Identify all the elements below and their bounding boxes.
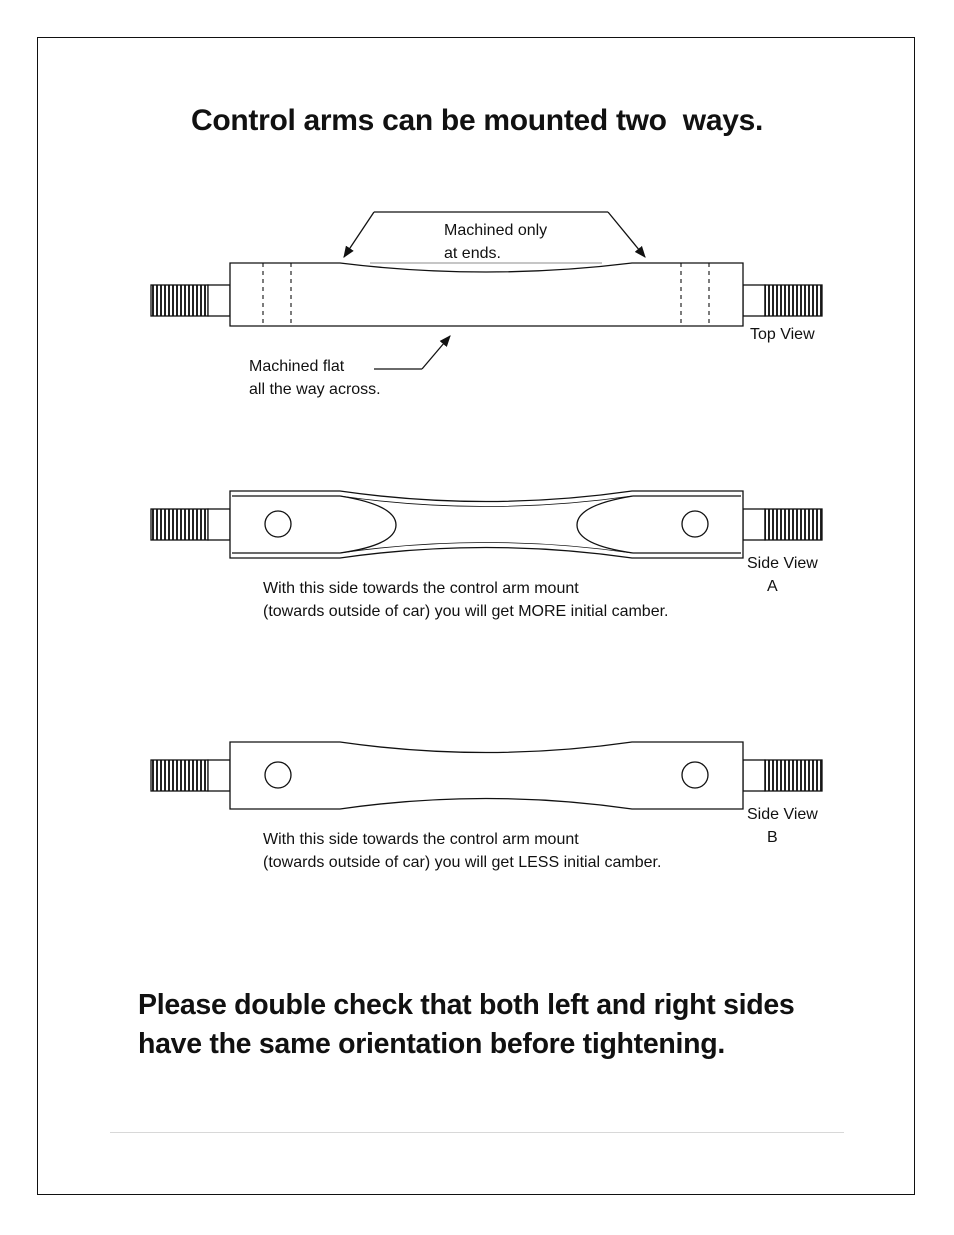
arm-body-side-b [230,742,743,809]
right-threaded-stud [743,760,822,791]
left-threaded-stud [151,285,230,316]
side-view-b-letter: B [767,829,778,846]
arm-body-side-a [230,491,743,558]
top-view-label: Top View [750,326,815,343]
page-title: Control arms can be mounted two ways. [190,104,764,137]
side-view-a-caption: With this side towards the control arm mount (towards outside of car) you will get MORE initial camber. [263,580,669,620]
side-view-a-letter: A [767,578,778,595]
callout-machined-ends: Machined only at ends. [444,222,548,262]
callout-machined-flat: Machined flat all the way across. [249,358,381,398]
footer-divider [110,1132,844,1133]
right-threaded-stud [743,509,822,540]
right-threaded-stud [743,285,822,316]
side-view-b-label: Side View [747,806,818,823]
orientation-notice: Please double check that both left and right sides have the same orientation before tightening. [138,989,795,1060]
side-view-b-caption: With this side towards the control arm mount (towards outside of car) you will get LESS initial camber. [263,831,662,871]
side-view-a-label: Side View [747,555,818,572]
callout-arrow-flat [374,336,450,369]
left-threaded-stud [151,509,230,540]
side-view-b-diagram [151,742,822,809]
side-view-a-diagram [151,491,822,558]
left-threaded-stud [151,760,230,791]
arm-body-top [230,263,743,326]
